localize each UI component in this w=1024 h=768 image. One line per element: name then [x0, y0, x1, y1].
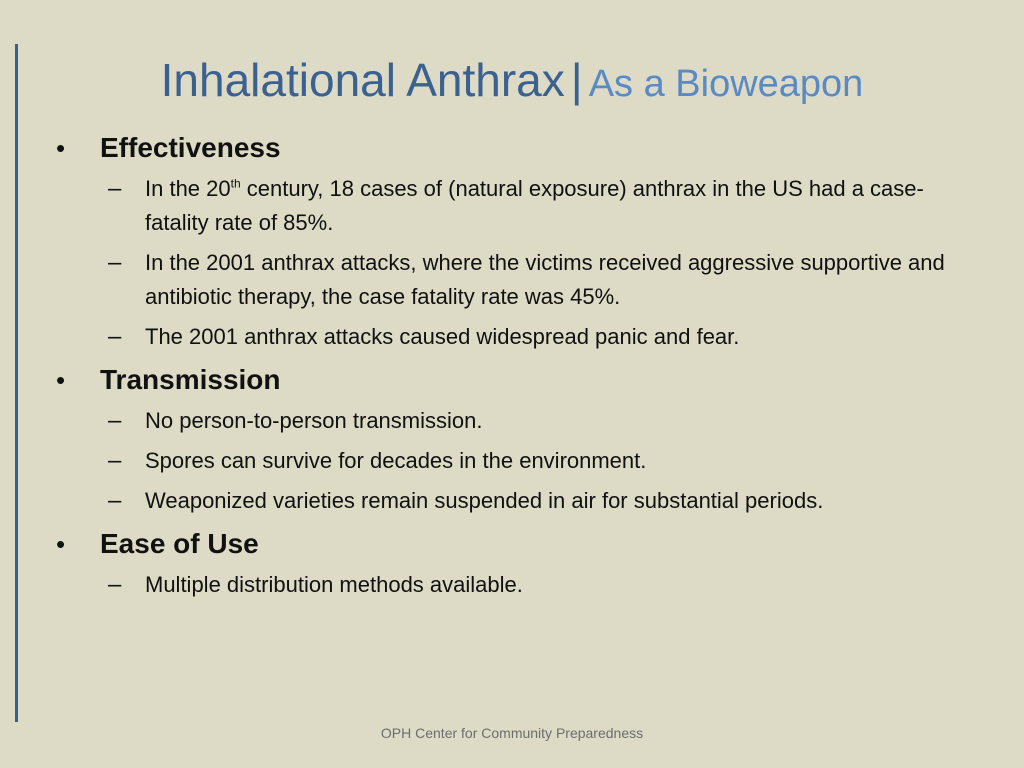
- bullet-icon: •: [56, 133, 66, 163]
- sub-item-text: Weaponized varieties remain suspended in air for substantial periods.: [145, 488, 824, 513]
- sub-list: [108, 568, 996, 602]
- section-heading: Transmission: [100, 364, 281, 395]
- sub-item: [108, 246, 996, 314]
- title-separator: |: [570, 54, 583, 106]
- sub-item-text: No person-to-person transmission.: [145, 408, 483, 433]
- sub-item-text: In the 2001 anthrax attacks, where the victims received aggressive supportive and antibiotic therapy, the case fatality rate was 45%.: [145, 250, 945, 309]
- bullet-icon: •: [56, 529, 66, 559]
- sub-item: [108, 320, 996, 354]
- dash-icon: –: [108, 249, 122, 276]
- sub-item: [108, 484, 996, 518]
- ordinal-suffix: th: [230, 176, 241, 191]
- bullet-row: [56, 360, 996, 404]
- section-heading: Effectiveness: [100, 132, 281, 163]
- section-ease-of-use: [56, 524, 996, 602]
- sub-item-text: [145, 172, 965, 240]
- section-effectiveness: [56, 128, 996, 354]
- sub-item: [108, 404, 996, 438]
- bullet-row: [56, 524, 996, 568]
- sub-list: [108, 404, 996, 518]
- sub-text-pre: In the 20: [145, 176, 231, 201]
- slide-footer: OPH Center for Community Preparedness: [380, 725, 644, 741]
- dash-icon: –: [108, 323, 122, 350]
- sub-item: [108, 444, 996, 478]
- sub-item-text: Multiple distribution methods available.: [145, 572, 523, 597]
- sub-item: [108, 172, 996, 240]
- title-subtitle: As a Bioweapon: [588, 63, 864, 105]
- slide-content: [56, 128, 996, 608]
- dash-icon: –: [108, 447, 122, 474]
- side-accent-rule: [15, 44, 18, 722]
- dash-icon: –: [108, 407, 122, 434]
- sub-item-text: The 2001 anthrax attacks caused widespread panic and fear.: [145, 324, 740, 349]
- sub-item: [108, 568, 996, 602]
- sub-text-post: century, 18 cases of (natural exposure) anthrax in the US had a case-fatality rate of 85%.: [145, 176, 924, 235]
- dash-icon: –: [108, 487, 122, 514]
- sub-item-text: Spores can survive for decades in the environment.: [145, 448, 647, 473]
- bullet-row: [56, 128, 996, 172]
- dash-icon: –: [108, 571, 122, 598]
- dash-icon: –: [108, 175, 122, 202]
- section-transmission: [56, 360, 996, 518]
- sub-list: [108, 172, 996, 354]
- section-heading: Ease of Use: [100, 528, 259, 559]
- slide-title: [0, 52, 1024, 120]
- bullet-icon: •: [56, 365, 66, 395]
- title-main: Inhalational Anthrax: [160, 54, 565, 106]
